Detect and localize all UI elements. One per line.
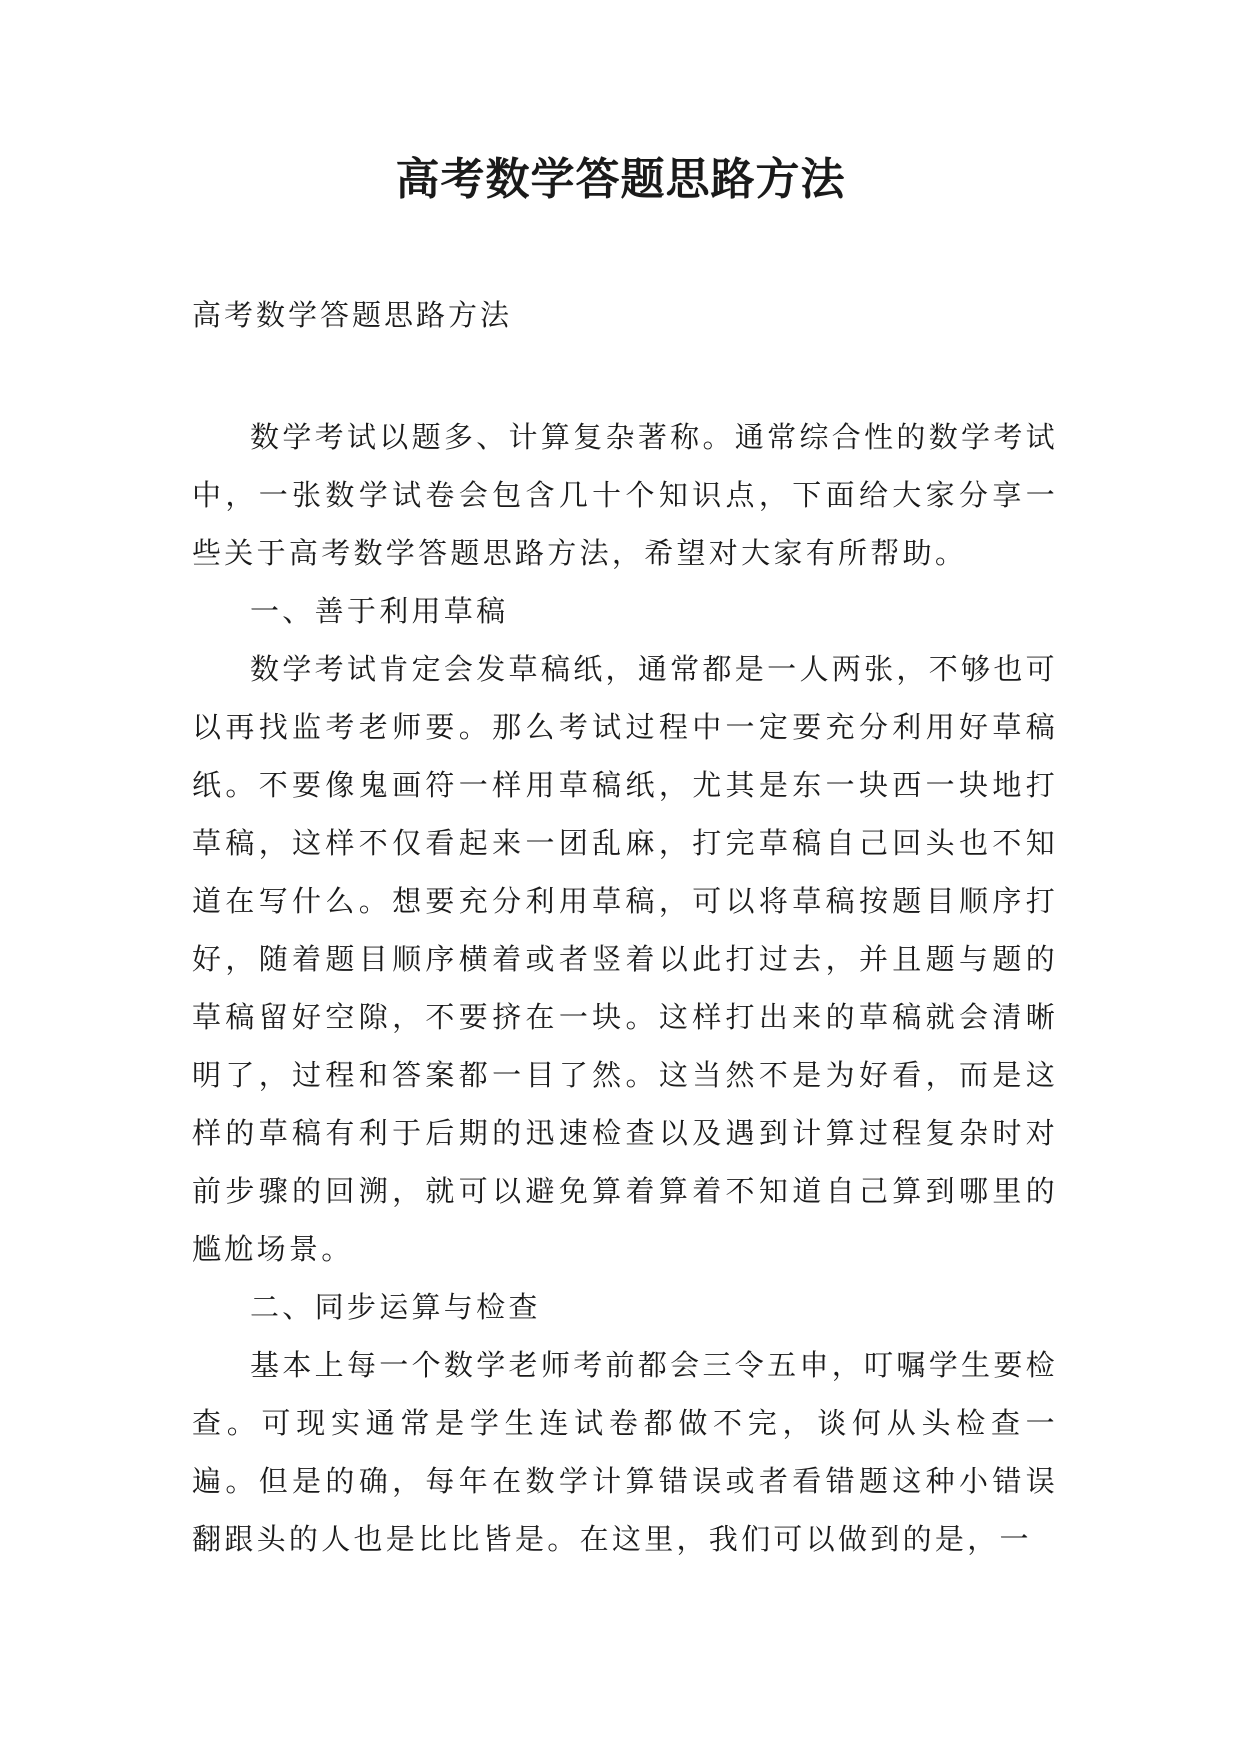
- document-title: 高考数学答题思路方法: [395, 154, 846, 205]
- intro-paragraph: 数学考试以题多、计算复杂著称。通常综合性的数学考试中，一张数学试卷会包含几十个知识点，下面给大家分享一些关于高考数学答题思路方法，希望对大家有所帮助。: [192, 420, 1058, 570]
- section-2-paragraph: 基本上每一个数学老师考前都会三令五申，叮嘱学生要检查。可现实通常是学生连试卷都做不完，谈何从头检查一遍。但是的确，每年在数学计算错误或者看错题这种小错误翻跟头的人也是比比皆是。在这里，我们可以做到的是，一: [192, 1348, 1058, 1556]
- section-heading-1: 一、善于利用草稿: [250, 594, 509, 628]
- section-1-paragraph: 数学考试肯定会发草稿纸，通常都是一人两张，不够也可以再找监考老师要。那么考试过程中一定要充分利用好草稿纸。不要像鬼画符一样用草稿纸，尤其是东一块西一块地打草稿，这样不仅看起来一团乱麻，打完草稿自己回头也不知道在写什么。想要充分利用草稿，可以将草稿按题目顺序打好，随着题目顺序横着或者竖着以此打过去，并且题与题的草稿留好空隙，不要挤在一块。这样打出来的草稿就会清晰明了，过程和答案都一目了然。这当然不是为好看，而是这样的草稿有利于后期的迅速检查以及遇到计算过程复杂时对前步骤的回溯，就可以避免算着算着不知道自己算到哪里的尴尬场景。: [192, 652, 1058, 1266]
- document-subtitle: 高考数学答题思路方法: [192, 298, 513, 332]
- section-heading-2: 二、同步运算与检查: [250, 1290, 541, 1324]
- document-body: [192, 408, 1058, 1568]
